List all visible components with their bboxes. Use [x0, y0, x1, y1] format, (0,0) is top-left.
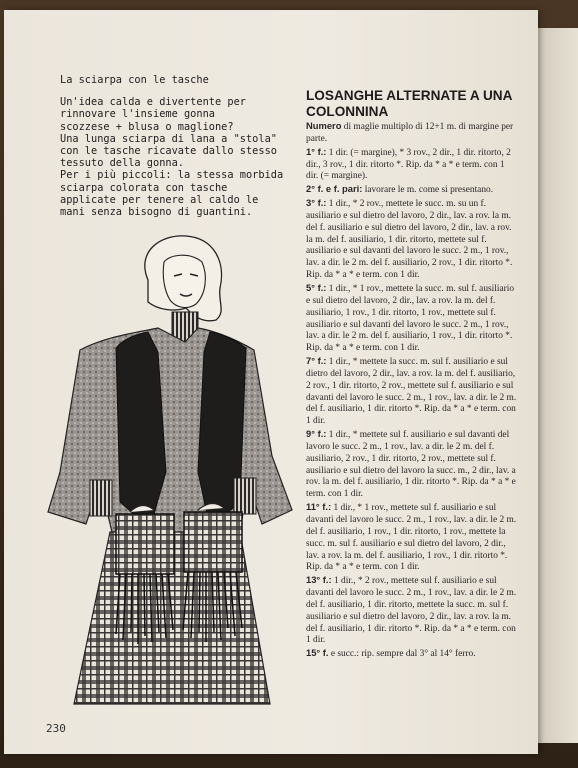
- fashion-illustration: [40, 232, 300, 712]
- instruction-text: di maglie multiplo di 12+1 m. di margine per parte.: [306, 122, 514, 144]
- instruction-text: 1 dir. (= margine), * 3 rov., 2 dir., 1 dir. ritorto, 2 dir., 3 rov., 1 dir. ritorto *. Rip. da * a * e term. con 1 dir. (= margine).: [306, 147, 511, 182]
- instruction-label: 13° f.:: [306, 574, 332, 586]
- pattern-instructions: [306, 120, 518, 661]
- book-page: [4, 10, 538, 754]
- instruction-row: [306, 183, 518, 197]
- instruction-row: [306, 146, 518, 184]
- instruction-row: [306, 501, 518, 574]
- instruction-row: [306, 428, 518, 501]
- instruction-row: [306, 574, 518, 647]
- instruction-text: lavorare le m. come si presentano.: [362, 185, 494, 196]
- instruction-row: [306, 120, 518, 146]
- instruction-label: 9° f.:: [306, 428, 327, 440]
- instruction-text: 1 dir., * mettete sul f. ausiliario e sul davanti del lavoro le succ. 2 m., 1 rov., lav. a dir. le 2 m. del f. ausiliario, 2 rov., 1 dir. ritorto, 2 rov., mettete sul f. ausiliario e sul dietro del lavoro la succ. m., 2 dir., lav. a rov. la m. del f. ausiliario, 1 dir. ritorto *. Rip. da * a * e term. con 1 dir.: [306, 430, 516, 500]
- intro-block: [60, 74, 295, 218]
- instruction-text: 1 dir., * mettete la succ. m. sul f. ausiliario e sul dietro del lavoro, 2 dir., lav. a rov. la m. del f. ausiliario, 2 rov., 1 dir. ritorto, 2 rov., mettete sul f. ausiliario e sul davanti del lavoro le succ. 2 m., 1 rov., lav. a dir. le 2 m. del f. ausiliario, 1 dir. ritorto *. Rip. da * a * e term. con 1 dir.: [306, 357, 517, 427]
- instruction-label: Numero: [306, 120, 342, 131]
- instruction-text: 1 dir., * 1 rov., mettete sul f. ausiliario e sul davanti del lavoro le succ. 2 m., 1 rov., lav. a dir. le 2 m. del f. ausiliario, 1 rov., 1 dir. ritorto, 1 rov., mettete la succ. m. sul f. ausiliario e sul dietro del lavoro, 2 dir., lav. a rov. la m. del f. ausiliario, 1 rov., 1 dir. ritorto *. Rip. da * a * e term. con 1 dir.: [306, 503, 517, 573]
- instruction-label: 1° f.:: [306, 145, 327, 157]
- instruction-row: [306, 282, 518, 355]
- instruction-text: 1 dir., * 2 rov., mettete le succ. m. su un f. ausiliario e sul dietro del lavoro, 2 dir., lav. a rov. la m. del f. ausiliario e sul dietro del lavoro, 2 dir., lav. a rov. la m. del f. ausiliario, 1 dir. ritorto, mettete sul f. ausiliario e sul davanti del lavoro le succ. 2 m., 1 rov., lav. a dir. le 2 m. del f. ausiliario, 2 rov., 1 dir. ritorto *. Rip. da * a * e term. con 1 dir.: [306, 199, 513, 281]
- instruction-label: 7° f.:: [306, 355, 327, 367]
- instruction-row: [306, 647, 518, 661]
- instruction-label: 5° f.:: [306, 281, 327, 293]
- instruction-row: [306, 197, 518, 282]
- intro-paragraph: Un'idea calda e divertente per rinnovare l'insieme gonna scozzese + blusa o maglione? Una lunga sciarpa di lana a "stola" con le tasche ricavate dallo stesso tessuto della gonna. Per i più piccoli: la stessa morbida sciarpa colorata con tasche applicate per tenere al caldo le mani senza bisogno di guantini.: [60, 96, 284, 219]
- pattern-heading: LOSANGHE ALTERNATE A UNA COLONNINA: [306, 88, 512, 119]
- instruction-text: 1 dir., * 1 rov., mettete la succ. m. sul f. ausiliario e sul dietro del lavoro, 2 dir., lav. a rov. la m. del f. ausiliario, 1 rov., 1 dir. ritorto, 1 rov., mettete sul f. ausiliario e sul davanti del lavoro le succ. 2 m., 1 rov., lav. a dir. le 2 m. del f. ausiliario, 1 rov., 1 dir. ritorto *. Rip. da * a * e term. con 1 dir.: [306, 283, 515, 354]
- instruction-text: e succ.: rip. sempre dal 3° al 14° ferro.: [328, 649, 476, 660]
- instruction-row: [306, 355, 518, 428]
- intro-title: La sciarpa con le tasche: [60, 74, 209, 86]
- page-number: 230: [46, 722, 66, 735]
- instruction-label: 2° f. e f. pari:: [306, 183, 363, 195]
- instruction-text: 1 dir., * 2 rov., mettete sul f. ausiliario e sul davanti del lavoro le succ. 2 m., 1 rov., lav. a dir. le 2 m. del f. ausiliario, 1 dir. ritorto, mettete la succ. m. sul f. ausiliario e sul dietro del lavoro, 2 dir., lav. a rov. la m. del f. ausiliario, 1 dir. ritorto *. Rip. da * a * e term. con 1 dir.: [306, 576, 517, 646]
- instruction-label: 3° f.:: [306, 197, 327, 209]
- instruction-label: 15° f.: [306, 647, 329, 659]
- instruction-label: 11° f.:: [306, 501, 332, 513]
